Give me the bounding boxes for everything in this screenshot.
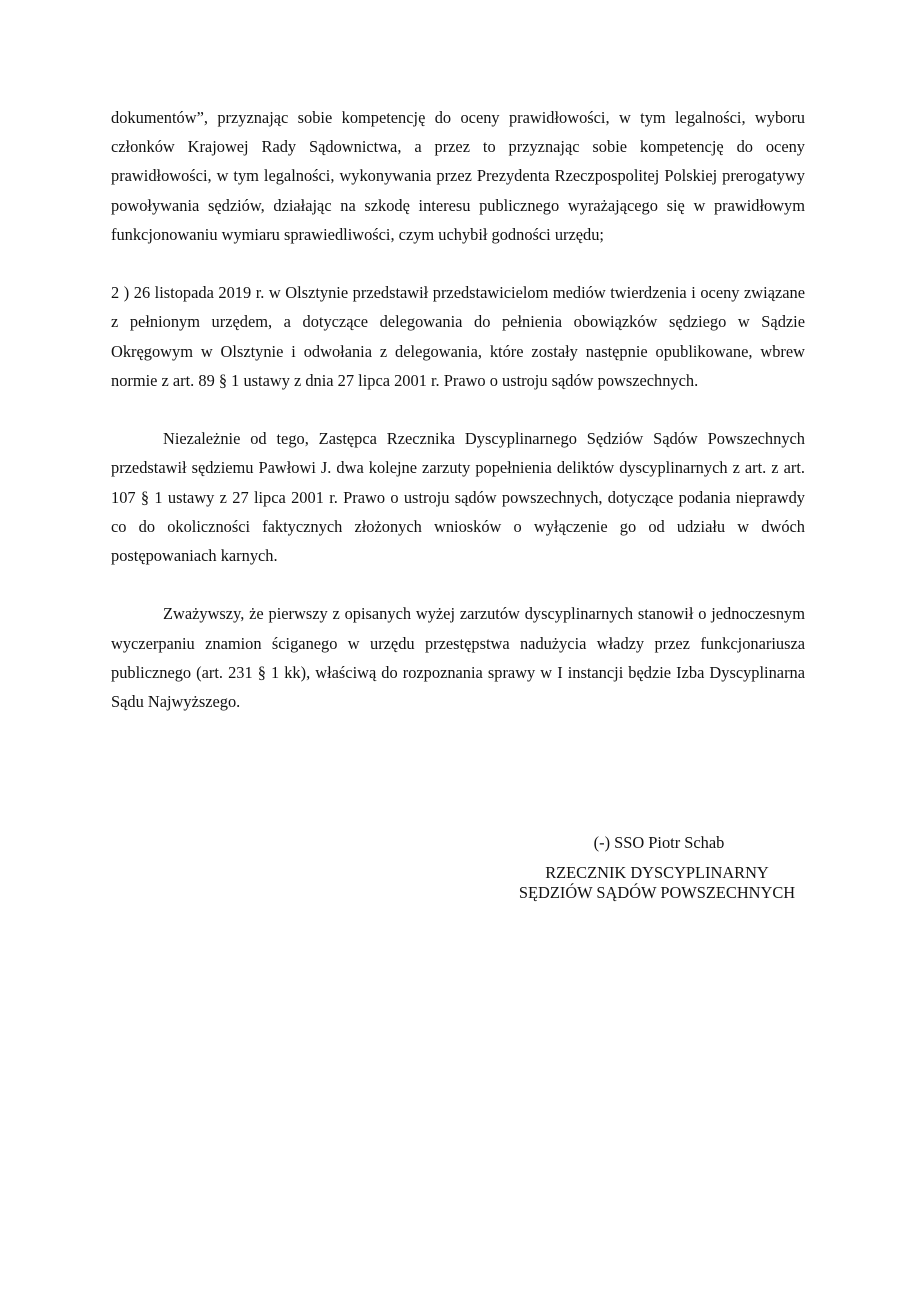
signature-name: (-) SSO Piotr Schab	[593, 833, 725, 852]
paragraph-continuation: dokumentów”, przyznając sobie kompetencję do oceny prawidłowości, w tym legalności, wyboru członków Krajowej Rady Sądownictwa, a przez to przyznając sobie kompetencję do oceny prawidłowości, w tym legalności, wykonywania przez Prezydenta Rzeczpospolitej Polskiej prerogatywy powoływania sędziów, działając na szkodę interesu publicznego wyrażającego się w prawidłowym funkcjonowaniu wymiaru sprawiedliwości, czym uchybił godności urzędu;	[111, 108, 805, 244]
signature-title-line-1: RZECZNIK DYSCYPLINARNY	[545, 863, 769, 882]
paragraph-jurisdiction: Zważywszy, że pierwszy z opisanych wyżej zarzutów dyscyplinarnych stanowił o jednoczesnym wyczerpaniu znamion ściganego w urzędu przestępstwa nadużycia władzy przez funkcjonariusza publicznego (art. 231 § 1 kk), właściwą do rozpoznania sprawy w I instancji będzie Izba Dyscyplinarna Sądu Najwyższego.	[111, 604, 805, 712]
signature-block	[500, 833, 814, 903]
document-body	[111, 103, 805, 745]
signature-title-line-2: SĘDZIÓW SĄDÓW POWSZECHNYCH	[518, 883, 796, 902]
paragraph-additional-charges: Niezależnie od tego, Zastępca Rzecznika Dyscyplinarnego Sędziów Sądów Powszechnych przedstawił sędziemu Pawłowi J. dwa kolejne zarzuty popełnienia deliktów dyscyplinarnych z art. z art. 107 § 1 ustawy z 27 lipca 2001 r. Prawo o ustroju sądów powszechnych, dotyczące podania nieprawdy co do okoliczności faktycznych złożonych wniosków o wyłączenie go od udziału w dwóch postępowaniach karnych.	[111, 429, 805, 566]
paragraph-point-2: 2 ) 26 listopada 2019 r. w Olsztynie przedstawił przedstawicielom mediów twierdzenia i oceny związane z pełnionym urzędem, a dotyczące delegowania do pełnienia obowiązków sędziego w Sądzie Okręgowym w Olsztynie i odwołania z delegowania, które zostały następnie opublikowane, wbrew normie z art. 89 § 1 ustawy z dnia 27 lipca 2001 r. Prawo o ustroju sądów powszechnych.	[111, 283, 805, 390]
